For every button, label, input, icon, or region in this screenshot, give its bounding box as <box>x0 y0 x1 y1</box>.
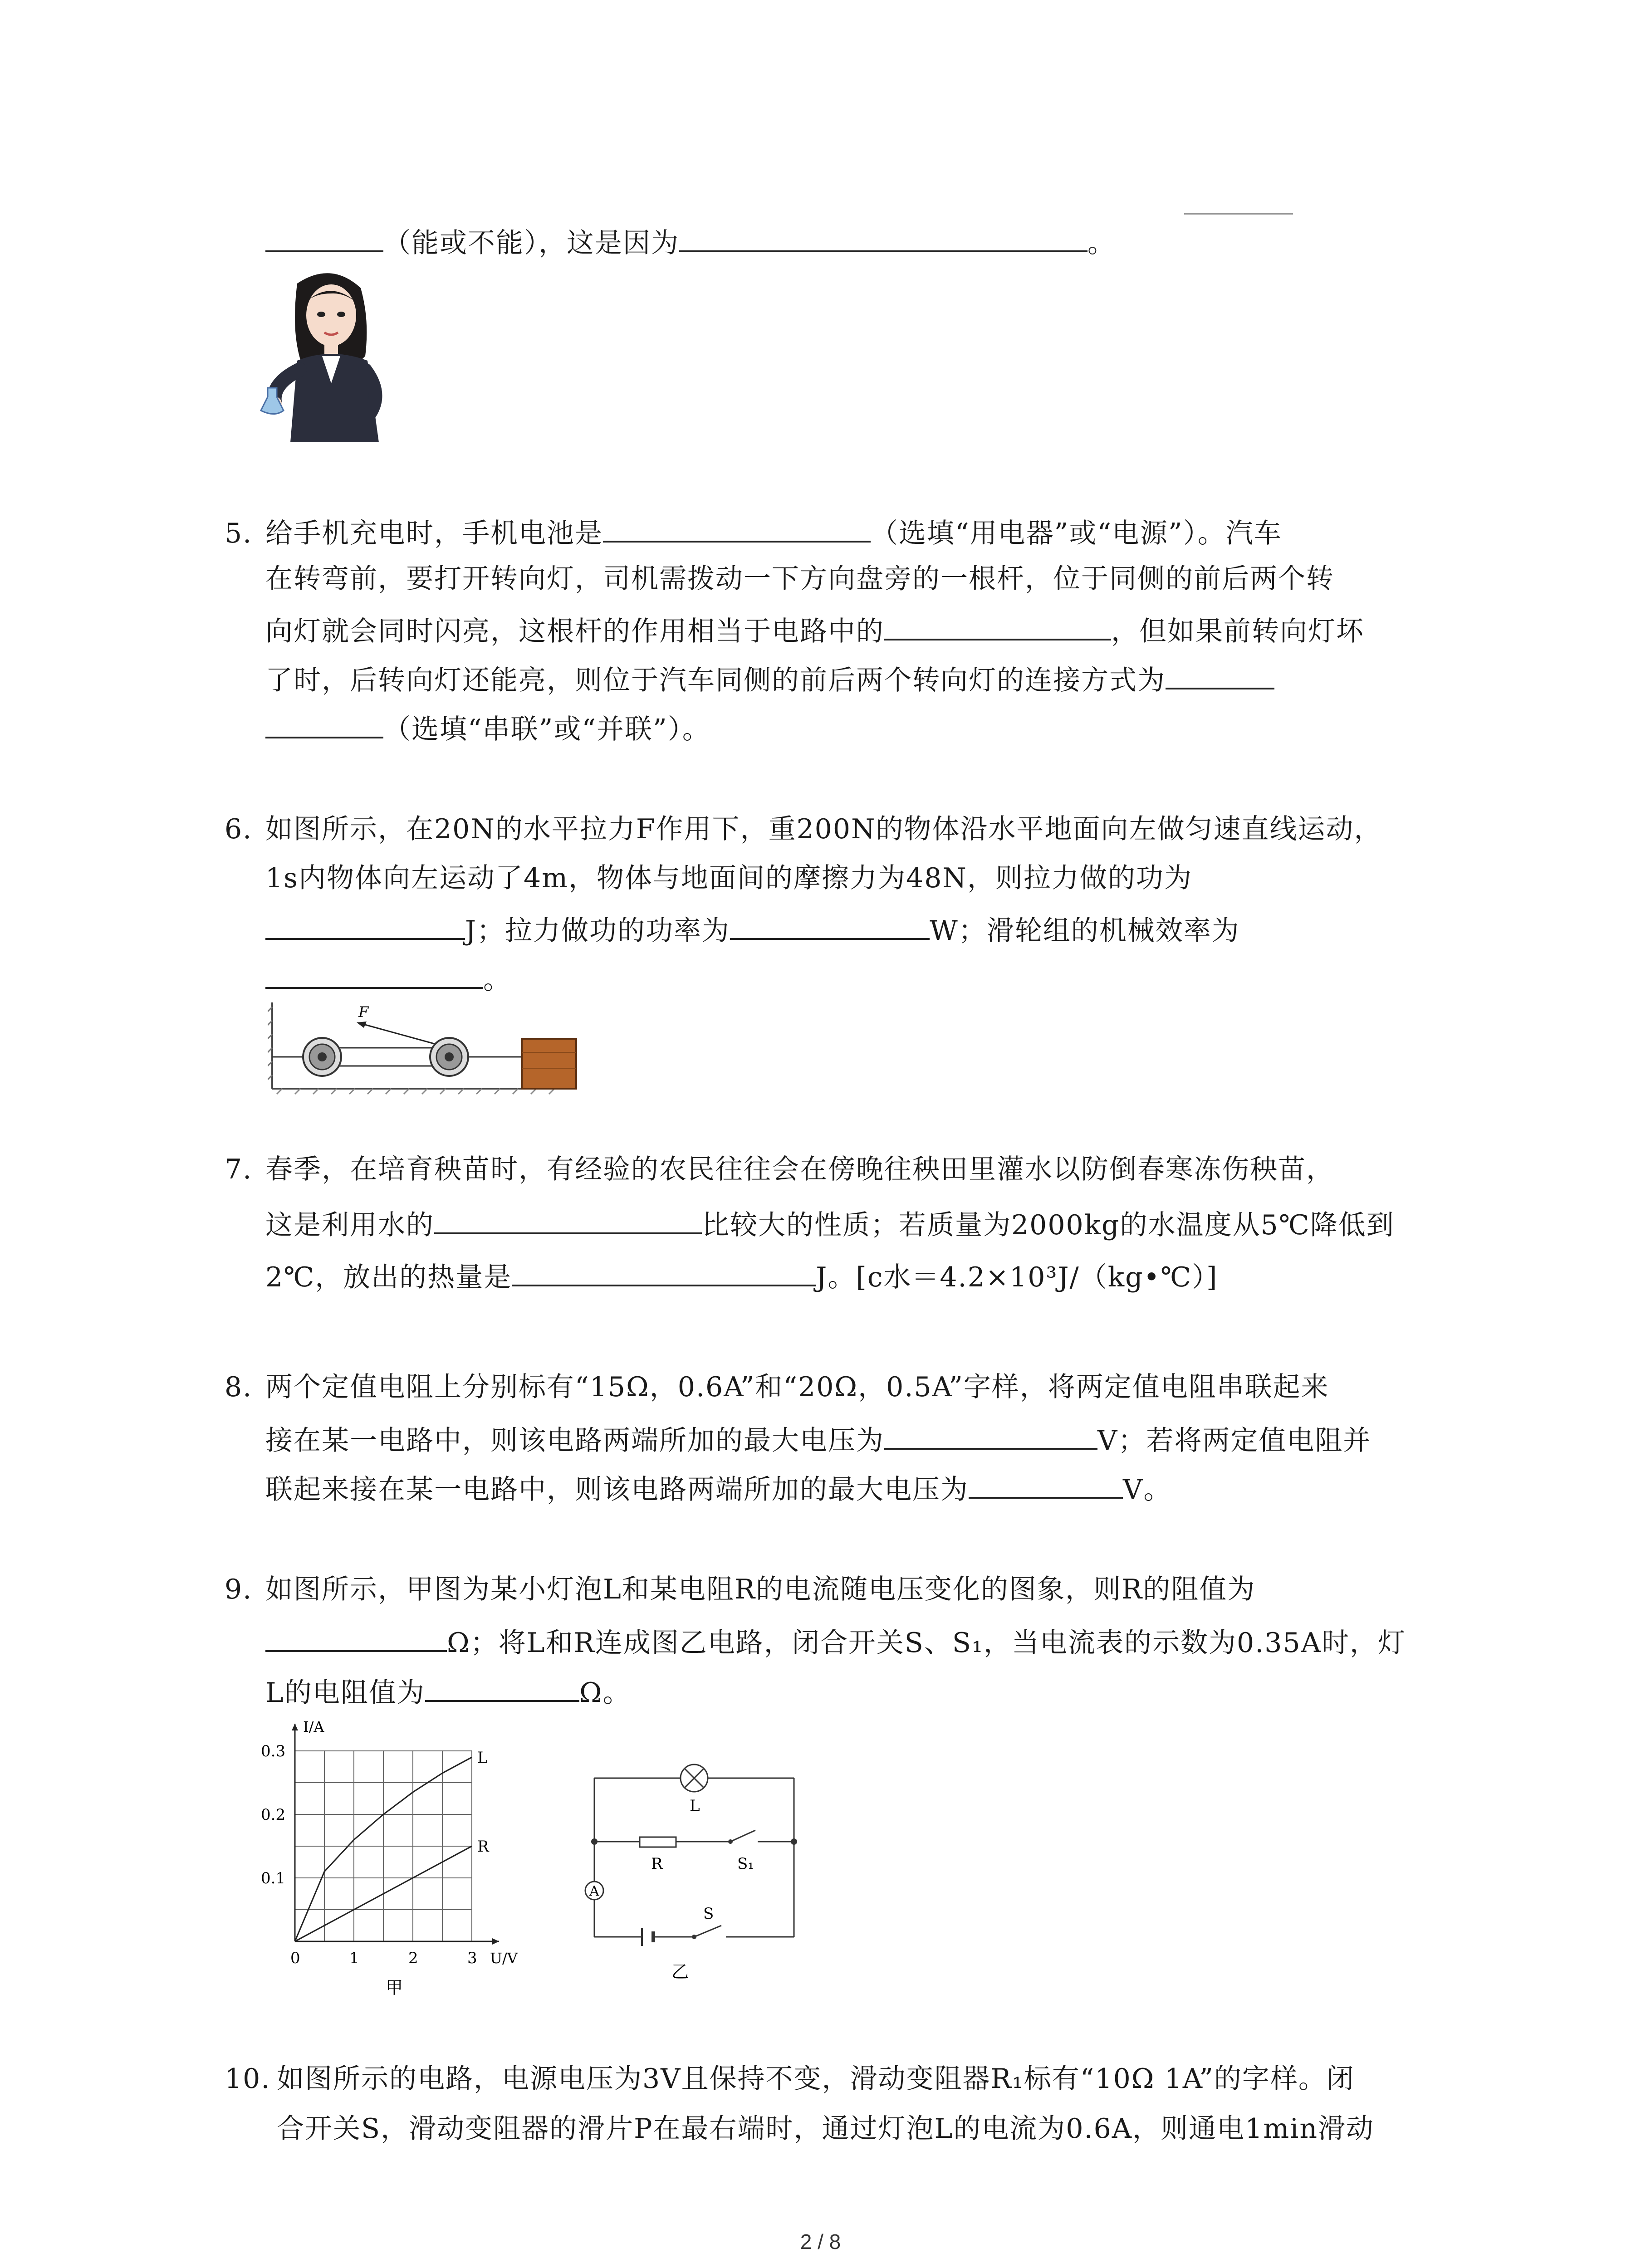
q8-blank-1[interactable] <box>884 1420 1097 1450</box>
q9-line-2: Ω；将L和R连成图乙电路，闭合开关S、S₁，当电流表的示数为0.35A时，灯 <box>265 1622 1406 1657</box>
q9-blank-1[interactable] <box>265 1622 447 1652</box>
q5-blank-2[interactable] <box>884 611 1111 640</box>
q5-blank-1[interactable] <box>603 513 871 543</box>
series-label-R: R <box>477 1838 489 1856</box>
q9-blank-2[interactable] <box>425 1672 579 1702</box>
q5-line-4: 了时，后转向灯还能亮，则位于汽车同侧的前后两个转向灯的连接方式为 <box>265 660 1274 694</box>
top-decoration-line <box>1184 213 1293 215</box>
q4-line: （能或不能），这是因为 。 <box>265 222 1116 257</box>
q5-line-3: 向灯就会同时闪亮，这根杆的作用相当于电路中的 ，但如果前转向灯坏 <box>265 611 1364 645</box>
q4-blank-2[interactable] <box>679 222 1087 252</box>
q6-blank-1[interactable] <box>265 910 465 940</box>
q5-line-2: 在转弯前，要打开转向灯，司机需拨动一下方向盘旁的一根杆，位于同侧的前后两个转 <box>265 563 1334 595</box>
q9-line-3: L的电阻值为 Ω。 <box>265 1672 631 1706</box>
q6-line-1: 6. 如图所示，在20N的水平拉力F作用下，重200N的物体沿水平地面向左做匀速直线运动， <box>225 813 1382 845</box>
q7-line-3: 2℃，放出的热量是 J。[c水＝4.2×10³J/（kg•℃）] <box>265 1256 1218 1291</box>
force-label: F <box>358 1003 369 1021</box>
q10-line-2: 合开关S，滑动变阻器的滑片P在最右端时，通过灯泡L的电流为0.6A，则通电1min滑动 <box>277 2113 1374 2145</box>
x-tick-label: 1 <box>349 1949 359 1967</box>
ammeter-label: A <box>589 1883 599 1899</box>
q7-line-2: 这是利用水的 比较大的性质；若质量为2000kg的水温度从5℃降低到 <box>265 1204 1395 1239</box>
y-axis-label: I/A <box>303 1718 324 1735</box>
q5-blank-3b[interactable] <box>265 709 383 738</box>
y-tick-label: 0.2 <box>261 1806 286 1824</box>
q8-line-3: 联起来接在某一电路中，则该电路两端所加的最大电压为 V。 <box>265 1469 1171 1503</box>
q8-blank-2[interactable] <box>969 1469 1123 1499</box>
q6-blank-3[interactable] <box>265 959 483 989</box>
q10-line-1: 10. 如图所示的电路，电源电压为3V且保持不变，滑动变阻器R₁标有“10Ω 1A”的字样。闭 <box>225 2063 1355 2095</box>
x-tick-label: 3 <box>467 1949 477 1967</box>
q9-line-1: 9. 如图所示，甲图为某小灯泡L和某电阻R的电流随电压变化的图象，则R的阻值为 <box>225 1574 1256 1605</box>
q6-blank-2[interactable] <box>730 910 930 940</box>
q5-number: 5. <box>225 518 253 549</box>
x-axis-label: U/V <box>490 1950 518 1967</box>
y-tick-label: 0.1 <box>261 1869 286 1887</box>
x-tick-label: 0 <box>290 1949 300 1967</box>
q7-blank-2[interactable] <box>512 1256 816 1286</box>
q6-line-2: 1s内物体向左运动了4m，物体与地面间的摩擦力为48N，则拉力做的功为 <box>265 862 1192 894</box>
iu-graph-jia <box>254 1715 572 2005</box>
q7-line-1: 7. 春季，在培育秧苗时，有经验的农民往往会在傍晚往秧田里灌水以防倒春寒冻伤秧苗， <box>225 1154 1334 1185</box>
graph-caption: 甲 <box>386 1978 403 1998</box>
resistor-label: R <box>651 1855 663 1873</box>
lamp-label: L <box>690 1797 700 1815</box>
x-tick-label: 2 <box>408 1949 418 1967</box>
circuit-caption: 乙 <box>671 1962 689 1982</box>
switch-label: S <box>703 1905 714 1923</box>
q7-blank-1[interactable] <box>434 1204 702 1234</box>
page-number: 2 / 8 <box>800 2230 841 2253</box>
q8-line-2: 接在某一电路中，则该电路两端所加的最大电压为 V；若将两定值电阻并 <box>265 1420 1371 1454</box>
pulley-diagram <box>268 998 581 1098</box>
circuit-diagram-yi <box>576 1760 812 1987</box>
y-axis-arrow <box>292 1724 298 1730</box>
series-label-L: L <box>477 1749 488 1767</box>
q6-line-4: 。 <box>265 959 511 993</box>
y-tick-label: 0.3 <box>261 1742 286 1760</box>
q5-line-5: （选填“串联”或“并联”）。 <box>265 709 710 743</box>
q5-line-1: 5. 给手机充电时，手机电池是 （选填“用电器”或“电源”）。汽车 <box>225 513 1282 547</box>
q8-line-1: 8. 两个定值电阻上分别标有“15Ω，0.6A”和“20Ω，0.5A”字样，将两定值电阻串联起来 <box>225 1371 1329 1403</box>
x-axis-arrow <box>492 1938 499 1945</box>
switch1-label: S₁ <box>737 1855 754 1873</box>
q4-blank-1[interactable] <box>265 222 383 252</box>
q5-blank-3a[interactable] <box>1166 660 1274 689</box>
teacher-cartoon-image <box>254 265 408 447</box>
q6-line-3: J；拉力做功的功率为 W；滑轮组的机械效率为 <box>265 910 1240 944</box>
q4-text: （能或不能），这是因为 <box>383 227 679 259</box>
